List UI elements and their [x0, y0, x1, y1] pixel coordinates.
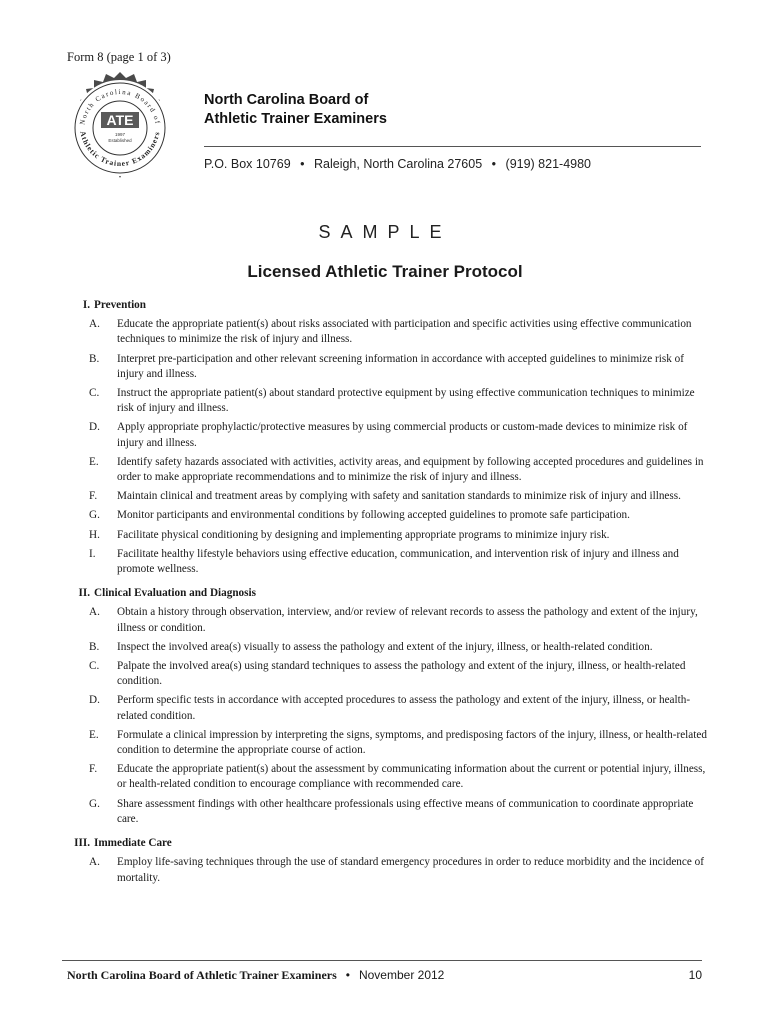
list-item — [62, 528, 712, 543]
item-text: Perform specific tests in accordance with accepted procedures to assess the pathology and extent of the injury, illness, or health-related condition. — [117, 694, 691, 722]
item-letter: C. — [89, 660, 100, 673]
section-heading — [62, 836, 712, 851]
item-text: Educate the appropriate patient(s) about the assessment by communicating information about the current or potential injury, illness, or health-related condition to encourage compliance with recommended care. — [117, 763, 706, 791]
list-item — [62, 605, 712, 635]
contact-line — [204, 157, 591, 171]
item-letter: A. — [89, 606, 100, 619]
item-letter: D. — [89, 421, 100, 434]
item-text: Obtain a history through observation, interview, and/or review of relevant records to assess the pathology and extent of the injury, illness or condition. — [117, 606, 698, 634]
item-text: Maintain clinical and treatment areas by complying with safety and sanitation standards to minimize risk of injury and illness. — [117, 490, 681, 503]
item-text: Identify safety hazards associated with activities, activity areas, and equipment by following accepted procedures and guidelines in order to make appropriate recommendations and to minimize the risk of injury and illness. — [117, 455, 704, 484]
section-title: Immediate Care — [94, 837, 172, 850]
item-text: Instruct the appropriate patient(s) about standard protective equipment by using effective communication techniques to minimize risk of injury and illness. — [117, 387, 695, 415]
item-text: Inspect the involved area(s) visually to assess the pathology and extent of the injury, illness, or health-related condition. — [117, 640, 653, 653]
bullet: • — [300, 157, 305, 171]
item-text: Facilitate physical conditioning by designing and implementing appropriate programs to minimize injury risk. — [117, 528, 610, 541]
section-heading — [62, 298, 712, 313]
item-text: Share assessment findings with other healthcare professionals using effective means of communication to coordinate appropriate care. — [117, 797, 694, 825]
footer-org: North Carolina Board of Athletic Trainer Examiners — [67, 968, 337, 982]
org-line-1: North Carolina Board of — [204, 92, 369, 108]
section-title: Prevention — [94, 299, 146, 311]
list-item — [62, 762, 712, 792]
section-number: II. — [78, 587, 90, 600]
item-letter: A. — [89, 856, 100, 869]
item-text: Formulate a clinical impression by interpreting the signs, symptoms, and predisposing factors of the injury, illness, or health-related condition to determine the appropriate course of action. — [117, 728, 707, 757]
list-item — [62, 455, 712, 485]
list-item — [62, 547, 712, 577]
form-label: Form 8 (page 1 of 3) — [67, 50, 171, 64]
protocol-section — [62, 298, 712, 577]
document-title: Licensed Athletic Trainer Protocol — [247, 262, 523, 281]
item-text: Employ life-saving techniques through the use of standard emergency procedures in order to reduce morbidity and the incidence of mortality. — [117, 856, 704, 884]
po-box: P.O. Box 10769 — [204, 157, 291, 171]
board-seal-logo — [60, 72, 180, 184]
section-number: III. — [74, 837, 90, 850]
item-text: Educate the appropriate patient(s) about risks associated with participation and specific activities using effective communication techniques to minimize the risk of injury and illness. — [117, 318, 692, 346]
footer-bullet: • — [345, 968, 350, 982]
list-item — [62, 386, 712, 416]
seal-established: Established — [108, 138, 132, 143]
seal-top-text: North Carolina Board of — [78, 87, 162, 126]
bullet: • — [491, 157, 497, 171]
city-address: Raleigh, North Carolina 27605 — [314, 157, 483, 171]
item-letter: D. — [89, 694, 100, 707]
seal-year: 1997 — [114, 132, 126, 137]
section-heading — [62, 586, 712, 601]
list-item — [62, 317, 712, 347]
item-text: Facilitate healthy lifestyle behaviors using effective education, communication, and intervention risk of injury and illness and promote wellness. — [117, 547, 679, 576]
seal-bottom-text: Athletic Trainer Examiners — [78, 130, 162, 169]
list-item — [62, 728, 712, 758]
protocol-section — [62, 836, 712, 886]
list-item — [62, 352, 712, 382]
item-letter: B. — [89, 352, 100, 365]
item-text: Apply appropriate prophylactic/protective measures by using commercial products or custom-made devices to minimize risk of injury and illness. — [117, 421, 688, 449]
item-text: Palpate the involved area(s) using standard techniques to assess the pathology and extent of the injury, illness, or health-related condition. — [117, 660, 686, 688]
list-item — [62, 640, 712, 655]
item-text: Interpret pre-participation and other relevant screening information in accordance with accepted guidelines to minimize risk of injury and illness. — [117, 352, 684, 380]
org-line-2: Athletic Trainer Examiners — [204, 111, 387, 127]
list-item — [62, 855, 712, 885]
item-letter: F. — [89, 763, 98, 776]
phone-number: (919) 821-4980 — [505, 157, 592, 171]
seal-letters: ATE — [106, 112, 134, 128]
item-letter: C. — [89, 387, 100, 400]
footer-divider — [62, 960, 702, 961]
item-letter: E. — [89, 455, 99, 468]
page-footer — [67, 968, 702, 983]
item-letter: B. — [89, 640, 100, 653]
section-number: I. — [82, 299, 90, 311]
item-letter: E. — [89, 728, 99, 741]
item-letter: I. — [89, 547, 96, 560]
sample-heading: SAMPLE — [318, 222, 452, 242]
protocol-section — [62, 586, 712, 827]
list-item — [62, 659, 712, 689]
list-item — [62, 420, 712, 450]
organization-name — [204, 91, 387, 129]
section-title: Clinical Evaluation and Diagnosis — [94, 587, 256, 600]
page-number: 10 — [688, 968, 702, 982]
list-item — [62, 693, 712, 723]
list-item — [62, 797, 712, 827]
item-letter: G. — [89, 509, 100, 522]
item-letter: A. — [89, 318, 100, 331]
list-item — [62, 489, 712, 504]
item-letter: F. — [89, 490, 98, 503]
list-item — [62, 508, 712, 523]
footer-date: November 2012 — [358, 968, 445, 982]
protocol-content — [62, 298, 712, 895]
header-divider — [204, 146, 701, 147]
item-letter: H. — [89, 528, 100, 541]
item-letter: G. — [89, 797, 100, 810]
item-text: Monitor participants and environmental conditions by following accepted guidelines to promote safe participation. — [117, 509, 630, 522]
